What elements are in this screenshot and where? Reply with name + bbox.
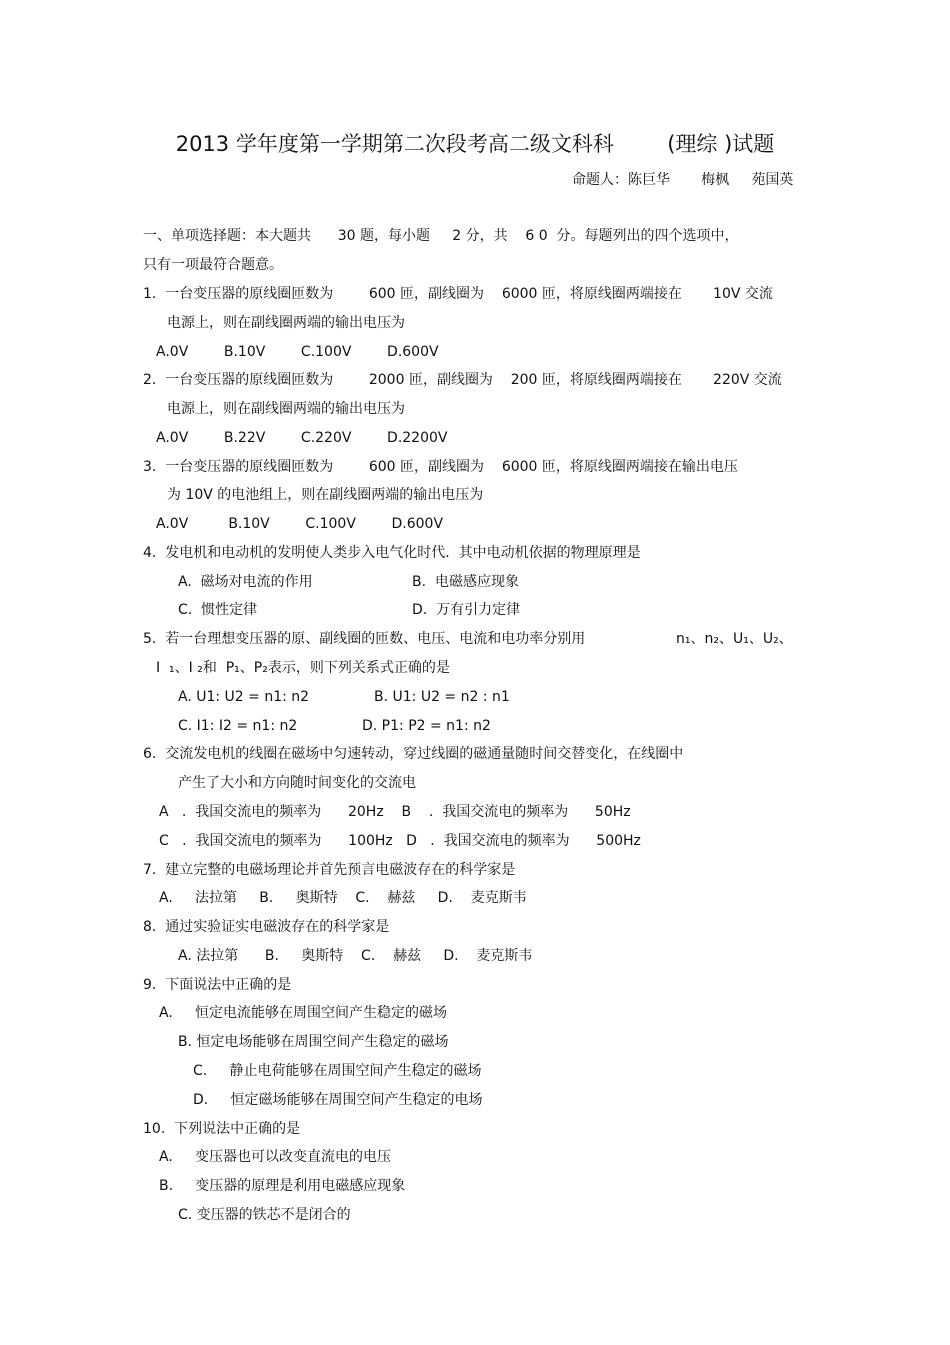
- q3-stem-line1: 3. 一台变压器的原线圈匝数为 600 匝，副线圈为 6000 匝，将原线圈两端接在输出电压: [143, 459, 738, 475]
- q9-stem: 9. 下面说法中正确的是: [143, 977, 292, 993]
- q9-option-a: A. 恒定电流能够在周围空间产生稳定的磁场: [159, 1005, 448, 1021]
- q4-option-d: D. 万有引力定律: [412, 602, 521, 618]
- q8-options: A. 法拉第 B. 奥斯特 C. 赫兹 D. 麦克斯韦: [178, 948, 533, 964]
- q5-variables: n₁、n₂、U₁、U₂、: [676, 631, 793, 647]
- q6-options-ab: A . 我国交流电的频率为 20Hz B . 我国交流电的频率为 50Hz: [159, 804, 631, 820]
- q5-stem-line2: I ₁、I ₂和 P₁、P₂表示，则下列关系式正确的是: [156, 660, 450, 676]
- q9-option-c: C. 静止电荷能够在周围空间产生稳定的磁场: [193, 1063, 482, 1079]
- page-title: 2013 学年度第一学期第二次段考高二级文科科 (理综 )试题: [175, 132, 775, 156]
- q7-options: A. 法拉第 B. 奥斯特 C. 赫兹 D. 麦克斯韦: [159, 890, 527, 906]
- q9-option-d: D. 恒定磁场能够在周围空间产生稳定的电场: [193, 1092, 483, 1108]
- q2-options: A.0V B.22V C.220V D.2200V: [156, 430, 448, 446]
- q2-stem-line2: 电源上，则在副线圈两端的输出电压为: [167, 401, 405, 417]
- q5-option-c: C. I1: I2 = n1: n2: [178, 718, 298, 734]
- q4-stem: 4. 发电机和电动机的发明使人类步入电气化时代. 其中电动机依据的物理原理是: [143, 545, 641, 561]
- q6-stem-line1: 6. 交流发电机的线圈在磁场中匀速转动，穿过线圈的磁通量随时间交替变化，在线圈中: [143, 746, 684, 762]
- section-instruction-2: 只有一项最符合题意。: [143, 257, 283, 273]
- q2-stem-line1: 2. 一台变压器的原线圈匝数为 2000 匝，副线圈为 200 匝，将原线圈两端接在 220V 交流: [143, 372, 782, 388]
- q5-option-b: B. U1: U2 = n2 : n1: [374, 689, 510, 705]
- q10-option-a: A. 变压器也可以改变直流电的电压: [159, 1149, 392, 1165]
- q5-option-a: A. U1: U2 = n1: n2: [178, 689, 310, 705]
- q4-option-c: C. 惯性定律: [178, 602, 258, 618]
- q10-stem: 10. 下列说法中正确的是: [143, 1121, 301, 1137]
- q10-option-c: C. 变压器的铁芯不是闭合的: [178, 1207, 351, 1223]
- q5-option-d: D. P1: P2 = n1: n2: [362, 718, 491, 734]
- q9-option-b: B. 恒定电场能够在周围空间产生稳定的磁场: [178, 1034, 449, 1050]
- q1-stem-line2: 电源上，则在副线圈两端的输出电压为: [167, 315, 405, 331]
- q8-stem: 8. 通过实验证实电磁波存在的科学家是: [143, 919, 390, 935]
- q1-options: A.0V B.10V C.100V D.600V: [156, 344, 439, 360]
- q3-stem-line2: 为 10V 的电池组上，则在副线圈两端的输出电压为: [167, 487, 484, 503]
- q1-stem-line1: 1. 一台变压器的原线圈匝数为 600 匝，副线圈为 6000 匝，将原线圈两端接在 10V 交流: [143, 286, 773, 302]
- q6-options-cd: C . 我国交流电的频率为 100Hz D . 我国交流电的频率为 500Hz: [159, 833, 641, 849]
- q4-option-a: A. 磁场对电流的作用: [178, 574, 313, 590]
- section-instruction-1: 一、单项选择题：本大题共 30 题，每小题 2 分，共 6 0 分。每题列出的四个选项中，: [143, 228, 739, 244]
- q4-option-b: B. 电磁感应现象: [412, 574, 519, 590]
- q7-stem: 7. 建立完整的电磁场理论并首先预言电磁波存在的科学家是: [143, 862, 516, 878]
- q10-option-b: B. 变压器的原理是利用电磁感应现象: [159, 1178, 406, 1194]
- q5-stem-line1: 5. 若一台理想变压器的原、副线圈的匝数、电压、电流和电功率分别用: [143, 631, 586, 647]
- q6-stem-line2: 产生了大小和方向随时间变化的交流电: [178, 775, 416, 791]
- q3-options: A.0V B.10V C.100V D.600V: [156, 516, 444, 532]
- author-line: 命题人：陈巨华 梅枫 苑国英: [572, 172, 794, 188]
